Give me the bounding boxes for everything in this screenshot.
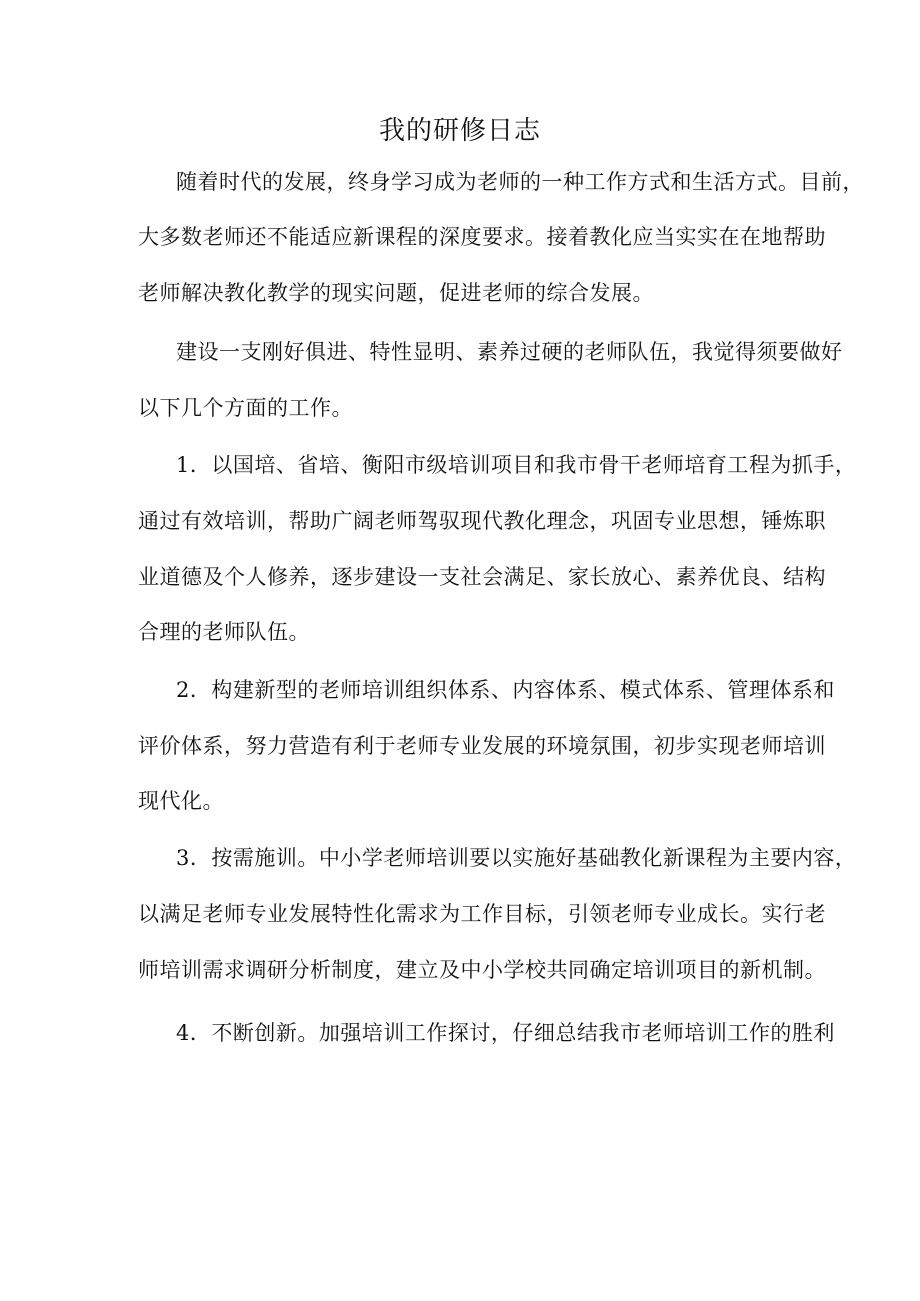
- paragraph-line: 评价体系，努力营造有利于老师专业发展的环境氛围，初步实现老师培训: [138, 734, 826, 758]
- paragraph-line: 以满足老师专业发展特性化需求为工作目标，引领老师专业成长。实行老: [138, 902, 826, 926]
- paragraph-line: 2．构建新型的老师培训组织体系、内容体系、模式体系、管理体系和: [176, 678, 835, 702]
- paragraph-line: 合理的老师队伍。: [138, 620, 310, 644]
- paragraph-line: 建设一支刚好俱进、特性显明、素养过硬的老师队伍，我觉得须要做好: [176, 340, 843, 364]
- page-title: 我的研修日志: [378, 116, 541, 146]
- paragraph-line: 师培训需求调研分析制度，建立及中小学校共同确定培训项目的新机制。: [138, 958, 826, 982]
- paragraph-line: 通过有效培训，帮助广阔老师驾驭现代教化理念，巩固专业思想，锤炼职: [138, 509, 826, 533]
- paragraph-line: 4．不断创新。加强培训工作探讨，仔细总结我市老师培训工作的胜利: [176, 1021, 835, 1045]
- paragraph-line: 随着时代的发展，终身学习成为老师的一种工作方式和生活方式。目前，: [176, 170, 864, 194]
- paragraph-line: 现代化。: [138, 789, 224, 813]
- paragraph-line: 以下几个方面的工作。: [138, 396, 353, 420]
- paragraph-line: 业道德及个人修养，逐步建设一支社会满足、家长放心、素养优良、结构: [138, 565, 826, 589]
- paragraph-line: 大多数老师还不能适应新课程的深度要求。接着教化应当实实在在地帮助: [138, 225, 826, 249]
- paragraph-line: 1．以国培、省培、衡阳市级培训项目和我市骨干老师培育工程为抓手，: [176, 453, 857, 477]
- paragraph-line: 老师解决教化教学的现实问题，促进老师的综合发展。: [138, 281, 654, 305]
- paragraph-line: 3．按需施训。中小学老师培训要以实施好基础教化新课程为主要内容，: [176, 846, 857, 870]
